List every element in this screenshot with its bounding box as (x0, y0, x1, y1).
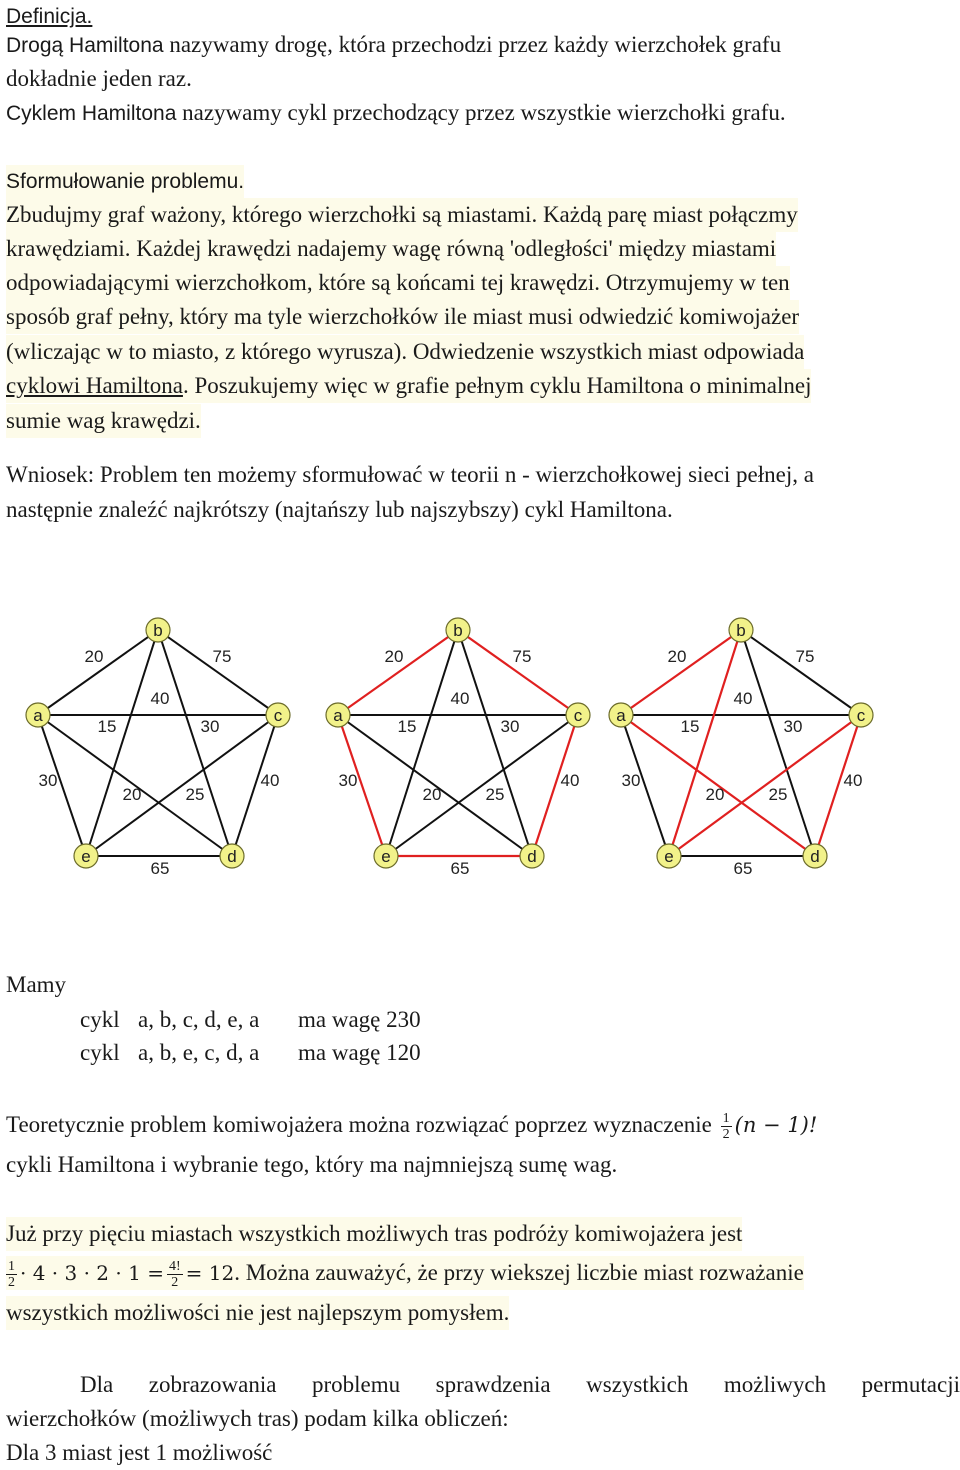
edge-weight-ad: 15 (680, 717, 700, 736)
node-label-d: d (527, 847, 537, 866)
graph-cycle-230 (310, 600, 600, 900)
edge-ce (386, 715, 578, 856)
edge-weight-ce: 25 (185, 785, 205, 804)
edge-weight-cd: 40 (843, 771, 863, 790)
hamilton-cycle-term: Cyklem Hamiltona (6, 102, 177, 125)
problem-line-6: cyklowi Hamiltona. Poszukujemy więc w grafie pełnym cyklu Hamiltona o minimalnej (6, 369, 811, 403)
node-label-d: d (810, 847, 820, 866)
node-label-b: b (153, 621, 163, 640)
fraction-half: $\frac{1}{2}$ (8, 1259, 15, 1291)
edge-weight-bc: 75 (512, 647, 532, 666)
graph-complete (10, 600, 300, 900)
edge-weight-be: 20 (705, 785, 725, 804)
edge-weight-ae: 30 (38, 771, 58, 790)
edge-weight-ac: 40 (733, 689, 753, 708)
edge-weight-de: 65 (733, 859, 753, 878)
permutations-line-2: wierzchołków (możliwych tras) podam kilka obliczeń: (6, 1406, 509, 1431)
edge-weight-bd: 30 (500, 717, 520, 736)
node-label-e: e (381, 847, 391, 866)
node-label-a: a (333, 706, 343, 725)
edge-weight-cd: 40 (560, 771, 580, 790)
edge-weight-ce: 25 (768, 785, 788, 804)
hamilton-cycle-link[interactable]: cyklowi Hamiltona (6, 373, 183, 398)
edge-weight-de: 65 (150, 859, 170, 878)
edge-ab (38, 630, 158, 715)
problem-line-7: sumie wag krawędzi. (6, 404, 201, 438)
edge-bc (158, 630, 278, 715)
permutations-line-1: Dla zobrazowania problemu sprawdzenia wszystkich możliwych permutacji (80, 1372, 960, 1397)
cycle-row-2: cykl a, b, e, c, d, a ma wagę 120 (80, 1040, 421, 1065)
edge-ce (86, 715, 278, 856)
permutations-line-3: Dla 3 miast jest 1 możliwość (6, 1440, 273, 1465)
edge-ce (669, 715, 861, 856)
node-label-e: e (81, 847, 91, 866)
edge-weight-bd: 30 (783, 717, 803, 736)
edge-weight-ae: 30 (621, 771, 641, 790)
node-label-b: b (736, 621, 746, 640)
definition-line-2: dokładnie jeden raz. (6, 66, 192, 91)
problem-line-4: sposób graf pełny, który ma tyle wierzchołków ile miast musi odwiedzić komiwojażer (6, 300, 799, 334)
edge-bc (741, 630, 861, 715)
definition-line-1: Drogą Hamiltona nazywamy drogę, która przechodzi przez każdy wierzchołek grafu (6, 32, 782, 57)
edge-weight-ad: 15 (97, 717, 117, 736)
edge-weight-ac: 40 (150, 689, 170, 708)
edge-weight-cd: 40 (260, 771, 280, 790)
definition-heading: Definicja. (6, 5, 93, 28)
fraction-factorial: $\frac{4!}{2}$ (168, 1259, 181, 1291)
cycles-intro: Mamy (6, 972, 67, 997)
edge-ab (338, 630, 458, 715)
edge-weight-de: 65 (450, 859, 470, 878)
node-label-c: c (573, 706, 583, 725)
edge-weight-ab: 20 (384, 647, 404, 666)
cycle-row-1: cykl a, b, c, d, e, a ma wagę 230 (80, 1007, 421, 1032)
conclusion-line-1: Wniosek: Problem ten możemy sformułować w teorii n - wierzchołkowej sieci pełnej, a (6, 462, 814, 487)
five-cities-line-1: Już przy pięciu miastach wszystkich możliwych tras podróży komiwojażera jest (6, 1217, 742, 1251)
edge-weight-be: 20 (122, 785, 142, 804)
node-label-d: d (227, 847, 237, 866)
edge-weight-ce: 25 (485, 785, 505, 804)
theory-line-2: cykli Hamiltona i wybranie tego, który ma najmniejszą sumę wag. (6, 1152, 618, 1177)
edge-weight-ab: 20 (667, 647, 687, 666)
node-label-a: a (616, 706, 626, 725)
five-cities-line-3: wszystkich możliwości nie jest najlepszym pomysłem. (6, 1296, 509, 1330)
edge-weight-be: 20 (422, 785, 442, 804)
edge-ab (621, 630, 741, 715)
problem-line-3: odpowiadającymi wierzchołkom, które są końcami tej krawędzi. Otrzymujemy w ten (6, 266, 790, 300)
edge-weight-bc: 75 (795, 647, 815, 666)
edge-weight-ac: 40 (450, 689, 470, 708)
conclusion-line-2: następnie znaleźć najkrótszy (najtańszy lub najszybszy) cykl Hamiltona. (6, 497, 673, 522)
node-label-a: a (33, 706, 43, 725)
theory-line-1: Teoretycznie problem komiwojażera można rozwiązać poprzez wyznaczenie $\frac{1}{2}$ (n − 1)! (6, 1111, 818, 1143)
five-cities-line-2: $\frac{1}{2}$ · 4 · 3 · 2 · 1 = $\frac{4!}{2}$ = 12. Można zauważyć, że przy wiekszej liczbie miast rozważanie (6, 1256, 804, 1290)
edge-weight-bd: 30 (200, 717, 220, 736)
fraction-half: $\frac{1}{2}$ (722, 1111, 730, 1143)
node-label-b: b (453, 621, 463, 640)
problem-line-1: Zbudujmy graf ważony, którego wierzchołki są miastami. Każdą parę miast połączmy (6, 198, 798, 232)
factorial-formula: (n − 1)! (734, 1113, 818, 1137)
edge-weight-ad: 15 (397, 717, 417, 736)
edge-weight-ae: 30 (338, 771, 358, 790)
graph-cycle-120 (593, 600, 883, 900)
node-label-c: c (856, 706, 866, 725)
definition-line-3: Cyklem Hamiltona nazywamy cykl przechodzący przez wszystkie wierzchołki grafu. (6, 100, 786, 125)
problem-heading: Sformułowanie problemu. (6, 165, 244, 199)
edge-weight-ab: 20 (84, 647, 104, 666)
edge-bc (458, 630, 578, 715)
node-label-e: e (664, 847, 674, 866)
problem-line-2: krawędziami. Każdej krawędzi nadajemy wagę równą 'odległości' między miastami (6, 232, 776, 266)
problem-line-5: (wliczając w to miasto, z którego wyrusza). Odwiedzenie wszystkich miast odpowiada (6, 335, 804, 369)
hamilton-path-term: Drogą Hamiltona (6, 34, 164, 57)
edge-weight-bc: 75 (212, 647, 232, 666)
node-label-c: c (273, 706, 283, 725)
graph-figures (0, 600, 960, 900)
